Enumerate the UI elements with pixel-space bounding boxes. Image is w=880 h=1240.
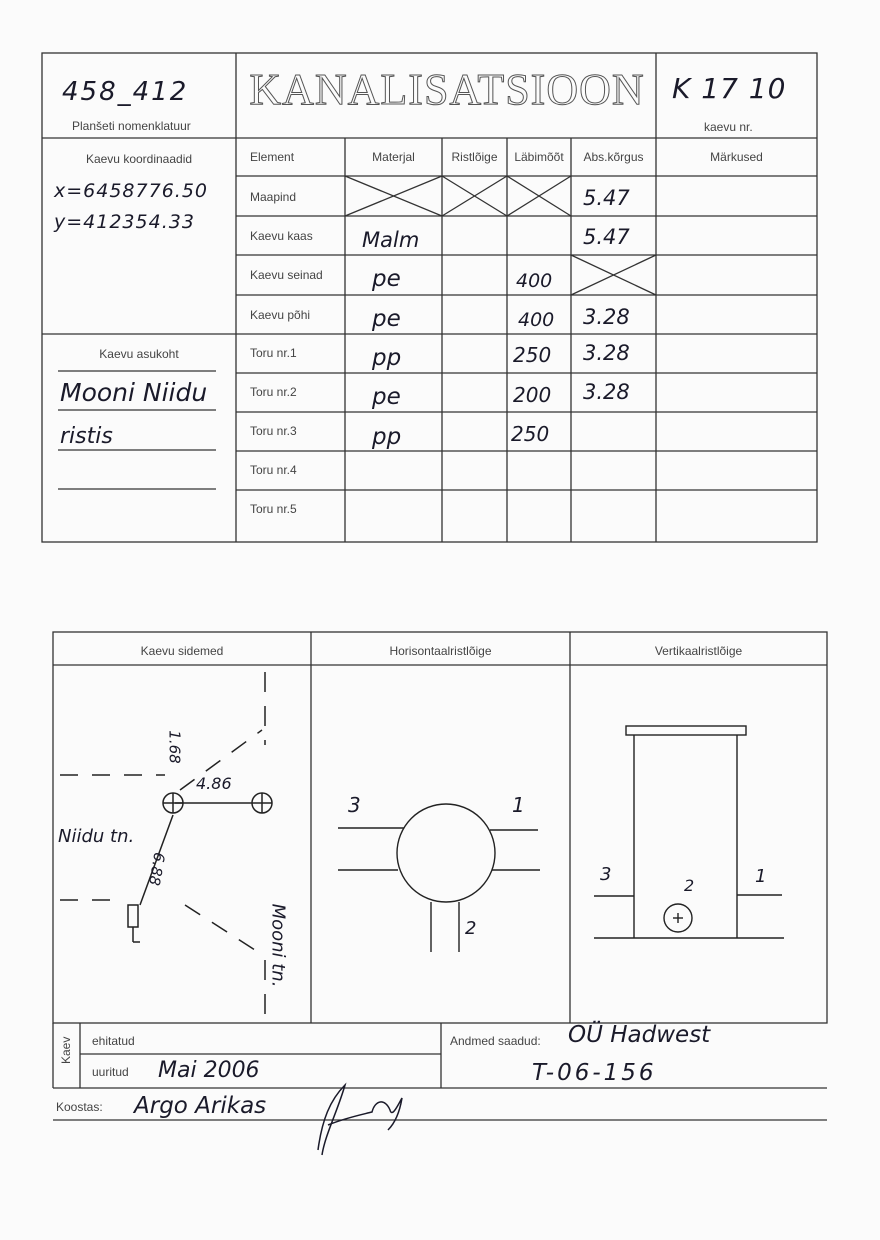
table-cell-abs-height: 3.28 [583, 341, 630, 365]
header-abs-height: Abs.kõrgus [583, 150, 644, 164]
table-cell-abs-height: 3.28 [583, 305, 630, 329]
data-source-value: OÜ Hadwest [568, 1022, 711, 1048]
street-label-niidu: Niidu tn. [58, 826, 135, 847]
table-row-element: Kaevu põhi [250, 308, 311, 322]
page-title: KANALISATSIOON [249, 65, 645, 114]
horizontal-pipe-3-label: 3 [348, 793, 361, 817]
vertical-pipe-2-label: 2 [684, 876, 695, 895]
data-source-label: Andmed saadud: [450, 1034, 541, 1048]
table-cell-diameter: 250 [511, 422, 550, 446]
table-cell-diameter: 400 [518, 309, 555, 331]
coordinates-label: Kaevu koordinaadid [85, 152, 193, 166]
table-cell-diameter: 400 [516, 270, 553, 292]
table-cell-abs-height: 5.47 [583, 225, 630, 249]
table-row-element: Kaevu kaas [250, 229, 313, 243]
sketch-distance-2: 1.68 [165, 730, 184, 764]
compiled-by-label: Koostas: [56, 1100, 103, 1114]
table-row-element: Toru nr.5 [250, 502, 297, 516]
horizontal-pipe-1-label: 1 [512, 793, 525, 817]
table-row-element: Maapind [250, 190, 297, 204]
table-cell-material: pe [372, 306, 401, 332]
horizontal-section-drawing [338, 804, 540, 952]
nomenclature-label: Planšeti nomenklatuur [72, 119, 191, 133]
header-notes: Märkused [710, 150, 763, 164]
data-source-reference: T-06-156 [532, 1060, 657, 1086]
table-row-element: Toru nr.4 [250, 463, 297, 477]
table-cell-abs-height: 3.28 [583, 380, 630, 404]
table-row-element: Toru nr.1 [250, 346, 297, 360]
header-material: Materjal [372, 150, 415, 164]
vertical-section-title: Vertikaalristlõige [654, 644, 743, 658]
header-cross-section: Ristlõige [451, 150, 498, 164]
table-row-element: Toru nr.2 [250, 385, 297, 399]
coordinate-y: y=412354.33 [54, 211, 195, 233]
table-row-element: Kaevu seinad [250, 268, 323, 282]
table-cell-material: pe [372, 266, 401, 292]
horizontal-pipe-2-label: 2 [465, 918, 477, 939]
surveyed-value: Mai 2006 [158, 1058, 260, 1083]
location-label: Kaevu asukoht [99, 347, 179, 361]
table-cell-material: pe [372, 384, 401, 410]
coordinate-x: x=6458776.50 [54, 180, 208, 202]
table-cell-abs-height: 5.47 [583, 186, 630, 210]
header-diameter: Läbimõõt [514, 150, 564, 164]
location-line1: Mooni Niidu [60, 378, 208, 407]
table-cell-material: pp [372, 345, 402, 371]
compiled-by-value: Argo Arikas [134, 1093, 267, 1119]
sketch-distance-1: 4.86 [196, 774, 232, 793]
header-element: Element [250, 150, 295, 164]
street-label-mooni: Mooni tn. [267, 903, 289, 988]
vertical-section-drawing [594, 726, 784, 938]
table-cell-material: Malm [362, 228, 420, 252]
well-number-label: kaevu nr. [704, 120, 753, 134]
location-line2: ristis [60, 424, 113, 449]
surveyed-label: uuritud [92, 1065, 129, 1079]
well-number-value: K 17 10 [672, 72, 787, 105]
vertical-pipe-3-label: 3 [600, 864, 612, 885]
horizontal-section-title: Horisontaalristlõige [389, 644, 492, 658]
sketch-distance-3: 6.88 [144, 850, 169, 888]
table-cell-material: pp [372, 424, 402, 450]
vertical-pipe-1-label: 1 [755, 866, 767, 887]
table-row-element: Toru nr.3 [250, 424, 297, 438]
table-cell-diameter: 250 [513, 343, 552, 367]
table-cell-diameter: 200 [513, 383, 552, 407]
nomenclature-value: 458_412 [62, 77, 189, 107]
ties-title: Kaevu sidemed [140, 644, 224, 658]
footer-side-label: Kaev [59, 1036, 73, 1064]
built-label: ehitatud [92, 1034, 135, 1048]
